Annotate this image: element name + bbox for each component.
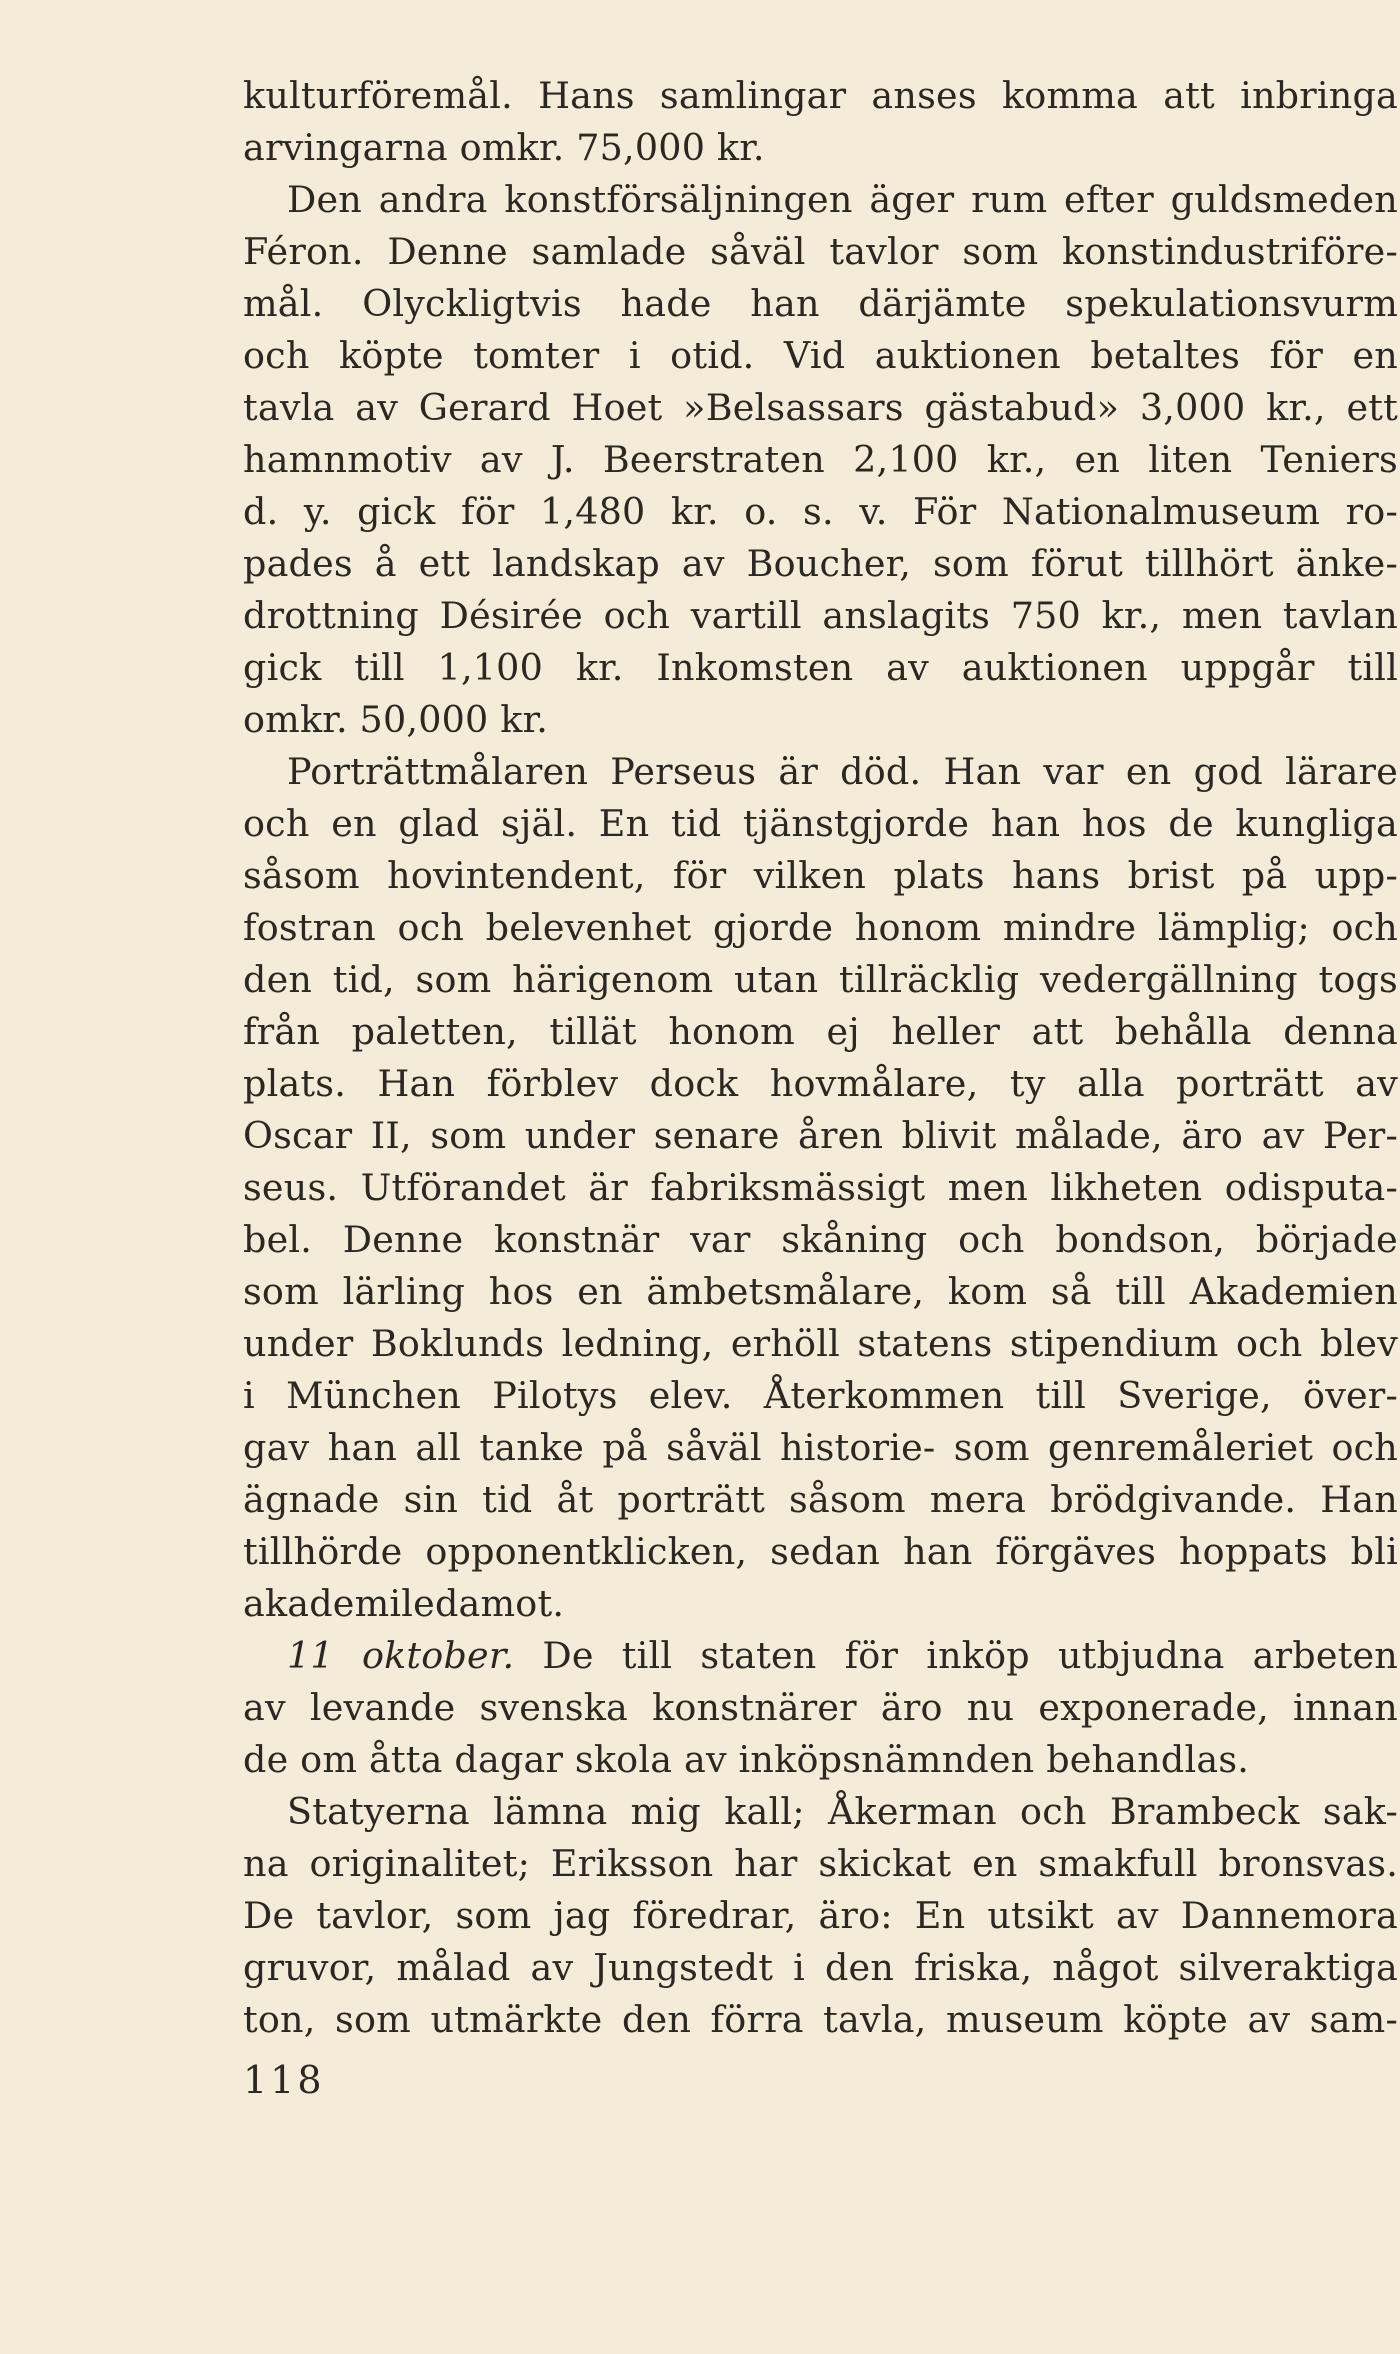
line-text: och en glad själ. En tid tjänstgjorde han hos de kungliga — [243, 802, 1398, 845]
line-text: omkr. 50,000 kr. — [243, 698, 549, 741]
line-text: plats. Han förblev dock hovmålare, ty alla porträtt av — [243, 1062, 1398, 1105]
line-text: ägnade sin tid åt porträtt såsom mera brödgivande. Han — [243, 1478, 1398, 1521]
text-line — [243, 1734, 1398, 1786]
line-text: Féron. Denne samlade såväl tavlor som konstindustriföre- — [243, 230, 1398, 273]
line-text: i München Pilotys elev. Återkommen till Sverige, över- — [243, 1374, 1398, 1417]
line-text: av levande svenska konstnärer äro nu exponerade, innan — [243, 1686, 1398, 1729]
line-text: tavla av Gerard Hoet »Belsassars gästabud» 3,000 kr., ett — [243, 386, 1398, 429]
line-text: gav han all tanke på såväl historie- som genremåleriet och — [243, 1426, 1398, 1469]
text-line — [243, 1838, 1398, 1890]
text-line — [243, 850, 1398, 902]
page-number: 118 — [243, 2058, 325, 2102]
line-text: Statyerna lämna mig kall; Åkerman och Brambeck sak- — [287, 1790, 1398, 1833]
line-text: från paletten, tillät honom ej heller att behålla denna — [243, 1010, 1398, 1053]
line-text: De tavlor, som jag föredrar, äro: En utsikt av Dannemora — [243, 1894, 1398, 1937]
date-heading: 11 oktober. — [287, 1634, 515, 1677]
line-text: under Boklunds ledning, erhöll statens stipendium och blev — [243, 1322, 1398, 1365]
line-text: hamnmotiv av J. Beerstraten 2,100 kr., en liten Teniers — [243, 438, 1398, 481]
line-text: fostran och belevenhet gjorde honom mindre lämplig; och — [243, 906, 1398, 949]
text-line — [243, 226, 1398, 278]
body-text — [243, 70, 1398, 2046]
line-text: pades å ett landskap av Boucher, som förut tillhört änke- — [243, 542, 1398, 585]
text-line — [243, 1422, 1398, 1474]
line-text: Den andra konstförsäljningen äger rum efter guldsmeden — [287, 178, 1398, 221]
text-line — [243, 694, 1398, 746]
text-line — [243, 1058, 1398, 1110]
line-text: gruvor, målad av Jungstedt i den friska, något silveraktiga — [243, 1946, 1398, 1989]
text-line — [243, 1526, 1398, 1578]
text-line — [243, 1110, 1398, 1162]
text-line — [243, 1214, 1398, 1266]
line-text: De till staten för inköp utbjudna arbeten — [542, 1634, 1398, 1677]
text-line — [243, 1786, 1398, 1838]
line-text: ton, som utmärkte den förra tavla, museum köpte av sam- — [243, 1998, 1398, 2041]
line-text: d. y. gick för 1,480 kr. o. s. v. För Nationalmuseum ro- — [243, 490, 1398, 533]
line-text: mål. Olyckligtvis hade han därjämte spekulationsvurm — [243, 282, 1398, 325]
text-line — [243, 902, 1398, 954]
text-line — [243, 746, 1398, 798]
line-text: de om åtta dagar skola av inköpsnämnden behandlas. — [243, 1738, 1250, 1781]
text-line — [243, 1266, 1398, 1318]
text-line — [243, 70, 1398, 122]
text-line — [243, 798, 1398, 850]
text-line — [243, 434, 1398, 486]
text-line — [243, 278, 1398, 330]
text-line — [243, 122, 1398, 174]
text-line — [243, 590, 1398, 642]
text-line — [243, 1578, 1398, 1630]
text-line — [243, 1318, 1398, 1370]
line-text: drottning Désirée och vartill anslagits 750 kr., men tavlan — [243, 594, 1398, 637]
text-line — [243, 1474, 1398, 1526]
line-text: gick till 1,100 kr. Inkomsten av auktionen uppgår till — [243, 646, 1398, 689]
line-text: kulturföremål. Hans samlingar anses komma att inbringa — [243, 74, 1398, 117]
text-line — [243, 538, 1398, 590]
text-line — [243, 1994, 1398, 2046]
line-text: akademiledamot. — [243, 1582, 565, 1625]
text-line — [243, 486, 1398, 538]
line-text: den tid, som härigenom utan tillräcklig vedergällning togs — [243, 958, 1398, 1001]
line-text: Oscar II, som under senare åren blivit målade, äro av Per- — [243, 1114, 1398, 1157]
line-text: som lärling hos en ämbetsmålare, kom så till Akademien — [243, 1270, 1398, 1313]
text-line — [243, 1630, 1398, 1682]
text-line — [243, 1682, 1398, 1734]
line-text: seus. Utförandet är fabriksmässigt men likheten odisputa- — [243, 1166, 1398, 1209]
text-line — [243, 1942, 1398, 1994]
line-text: såsom hovintendent, för vilken plats hans brist på upp- — [243, 854, 1398, 897]
text-line — [243, 642, 1398, 694]
text-line — [243, 1370, 1398, 1422]
text-line — [243, 330, 1398, 382]
line-text: Porträttmålaren Perseus är död. Han var en god lärare — [287, 750, 1398, 793]
text-line — [243, 954, 1398, 1006]
text-line — [243, 174, 1398, 226]
line-text: na originalitet; Eriksson har skickat en smakfull bronsvas. — [243, 1842, 1398, 1885]
text-line — [243, 1890, 1398, 1942]
text-line — [243, 1006, 1398, 1058]
line-text: och köpte tomter i otid. Vid auktionen betaltes för en — [243, 334, 1398, 377]
text-line — [243, 1162, 1398, 1214]
line-text: arvingarna omkr. 75,000 kr. — [243, 126, 765, 169]
line-text: tillhörde opponentklicken, sedan han förgäves hoppats bli — [243, 1530, 1398, 1573]
text-line — [243, 382, 1398, 434]
line-text: bel. Denne konstnär var skåning och bondson, började — [243, 1218, 1398, 1261]
